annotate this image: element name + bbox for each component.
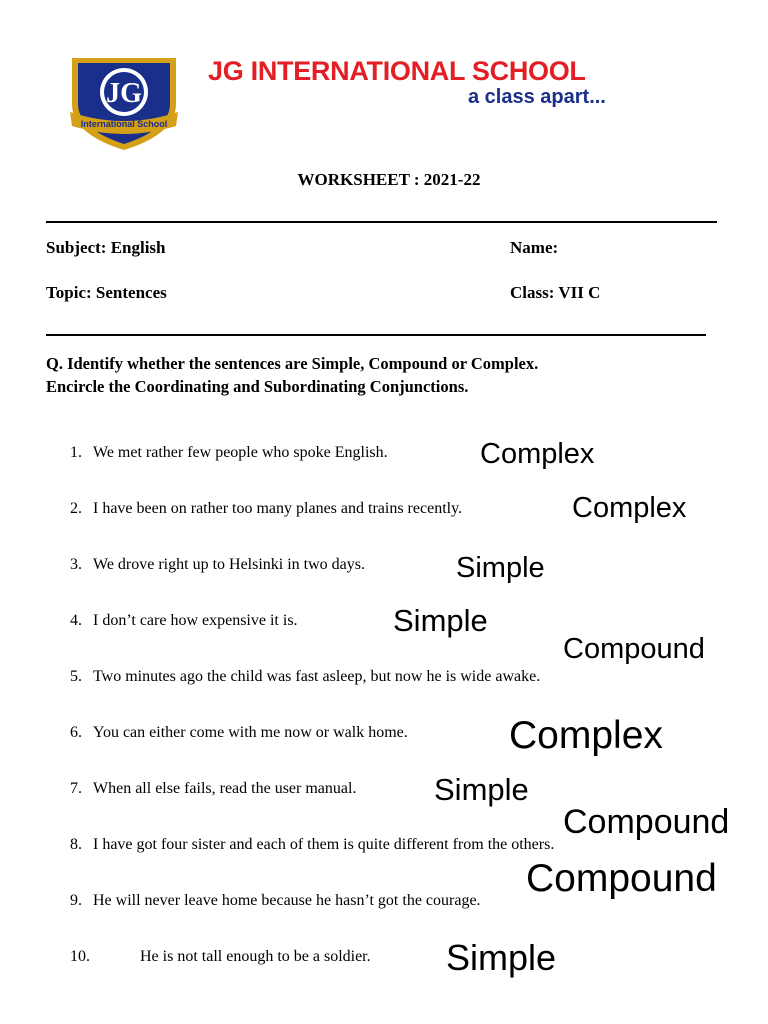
item-answer: Simple	[393, 603, 488, 638]
question-line-1: Q. Identify whether the sentences are Simple, Compound or Complex.	[46, 354, 539, 373]
item-sentence: We met rather few people who spoke English.	[93, 444, 388, 461]
item-sentence: I have been on rather too many planes and trains recently.	[93, 500, 463, 517]
subject-label: Subject: English	[46, 238, 166, 257]
name-label: Name:	[510, 238, 559, 257]
item-answer: Compound	[526, 857, 717, 900]
item-sentence: We drove right up to Helsinki in two days.	[93, 556, 366, 573]
item-number: 2.	[70, 500, 82, 517]
worksheet-title: WORKSHEET : 2021-22	[297, 170, 481, 189]
item-sentence: I have got four sister and each of them is quite different from the others.	[93, 836, 555, 853]
item-answer: Simple	[456, 552, 545, 584]
item-sentence: He will never leave home because he hasn’t got the courage.	[93, 892, 481, 909]
top-divider	[46, 221, 717, 223]
item-sentence: I don’t care how expensive it is.	[93, 612, 298, 629]
item-answer: Compound	[563, 633, 705, 665]
school-name: JG INTERNATIONAL SCHOOL	[208, 56, 586, 86]
bottom-divider	[46, 334, 706, 336]
item-sentence: You can either come with me now or walk home.	[93, 724, 408, 741]
item-number: 7.	[70, 780, 82, 797]
school-logo	[64, 52, 184, 152]
question-line-2: Encircle the Coordinating and Subordinating Conjunctions.	[46, 377, 469, 396]
topic-label: Topic: Sentences	[46, 283, 167, 302]
item-number: 6.	[70, 724, 82, 741]
logo-monogram: JG	[106, 78, 142, 109]
question-instructions	[46, 352, 726, 398]
item-sentence: Two minutes ago the child was fast asleep, but now he is wide awake.	[93, 668, 541, 685]
item-number: 1.	[70, 444, 82, 461]
school-tagline: a class apart...	[468, 86, 606, 108]
item-number: 4.	[70, 612, 82, 629]
item-answer: Simple	[434, 772, 529, 807]
item-number: 5.	[70, 668, 82, 685]
item-answer: Compound	[563, 803, 730, 841]
item-sentence: He is not tall enough to be a soldier.	[140, 948, 371, 965]
item-number: 3.	[70, 556, 82, 573]
item-answer: Complex	[572, 492, 687, 524]
item-answer: Complex	[480, 438, 595, 470]
item-number: 8.	[70, 836, 82, 853]
item-answer: Simple	[446, 937, 557, 978]
class-label: Class: VII C	[510, 283, 601, 302]
item-answer: Complex	[509, 714, 663, 757]
item-sentence: When all else fails, read the user manual.	[93, 780, 357, 797]
logo-ribbon-text: International School	[80, 119, 168, 129]
item-number: 9.	[70, 892, 82, 909]
item-number: 10.	[70, 948, 90, 965]
